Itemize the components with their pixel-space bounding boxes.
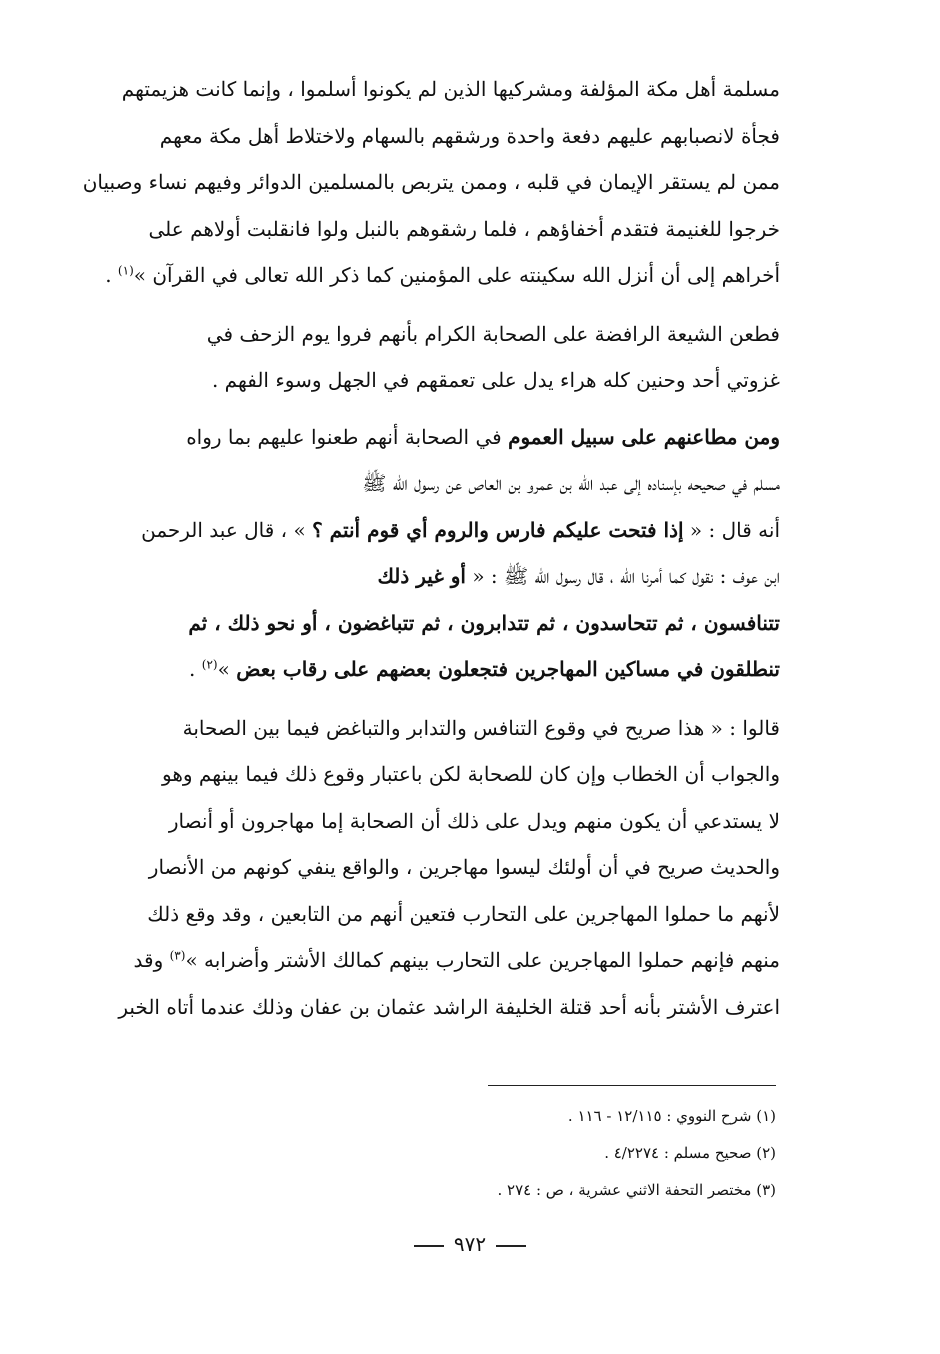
- bold-heading-phrase: ومن مطاعنهم على سبيل العموم: [508, 424, 780, 449]
- paragraph-2: [80, 311, 780, 404]
- text-line: والحديث صريح في أن أولئك ليسوا مهاجرين ، والواقع ينفي كونهم من الأنصار: [148, 855, 780, 879]
- page-number: [0, 1232, 940, 1256]
- text-line: [80, 252, 780, 299]
- text-segment: أنه قال : «: [683, 517, 780, 542]
- text-line: [80, 646, 780, 693]
- page-number-value: ٩٧٢: [453, 1232, 487, 1256]
- text-line: تتنافسون ، ثم تتحاسدون ، ثم تتدابرون ، ثم تتباغضون ، أو نحو ذلك ، ثم: [188, 610, 780, 635]
- footnote-3: (٣) مختصر التحفة الاثني عشرية ، ص : ٢٧٤ .: [497, 1181, 776, 1199]
- text-segment: أخراهم إلى أن أنزل الله سكينته على المؤمنين كما ذكر الله تعالى في القرآن »: [133, 263, 780, 287]
- text-line: [80, 937, 780, 984]
- paragraph-4: [80, 705, 780, 1031]
- text-line: خرجوا للغنيمة فتقدم أخفاؤهم ، فلما رشقوهم بالنبل ولوا فانقلبت أولاهم على: [148, 216, 780, 241]
- footnote-1: (١) شرح النووي : ١٢/١١٥ - ١١٦ .: [567, 1107, 776, 1125]
- footnote-2: (٢) صحيح مسلم : ٤/٢٢٧٤ .: [604, 1144, 776, 1162]
- text-line: [80, 414, 780, 461]
- paragraph-3: [80, 414, 780, 693]
- text-segment: .: [105, 263, 118, 287]
- page-number-dash: [496, 1245, 526, 1247]
- footnote-ref-3[interactable]: (٣): [169, 948, 186, 963]
- text-segment: وقد: [133, 948, 170, 972]
- hadith-quote: تنطلقون في مساكين المهاجرين فتجعلون بعضهم على رقاب بعض: [236, 657, 780, 681]
- text-segment: ابن عوف : نقول كما أمرنا الله ، قال رسول الله ﷺ : «: [465, 564, 780, 588]
- footnote-ref-1[interactable]: (١): [117, 263, 134, 278]
- text-line: مسلمة أهل مكة المؤلفة ومشركيها الذين لم يكونوا أسلموا ، وإنما كانت هزيمتهم: [121, 77, 780, 101]
- footnotes: [276, 1098, 776, 1209]
- text-line: فجأة لانصبابهم عليهم دفعة واحدة ورشقهم بالسهام ولاختلاط أهل مكة معهم: [159, 123, 780, 148]
- text-line: لا يستدعي أن يكون منهم ويدل على ذلك أن الصحابة إما مهاجرون أو أنصار: [168, 808, 780, 833]
- text-line: غزوتي أحد وحنين كله هراء يدل على تعمقهم في الجهل وسوء الفهم .: [211, 368, 780, 392]
- text-line: ممن لم يستقر الإيمان في قلبه ، وممن يتربص بالمسلمين الدوائر وفيهم نساء وصبيان: [82, 170, 780, 194]
- page-number-dash: [414, 1245, 444, 1247]
- page-body: [80, 66, 780, 1030]
- text-segment: .: [189, 657, 202, 681]
- text-line: فطعن الشيعة الرافضة على الصحابة الكرام بأنهم فروا يوم الزحف في: [206, 321, 780, 346]
- footnote-ref-2[interactable]: (٢): [201, 657, 218, 672]
- text-line: لأنهم ما حملوا المهاجرين على التحارب فتعين أنهم من التابعين ، وقد وقع ذلك: [147, 901, 780, 926]
- text-line: [80, 507, 780, 554]
- text-line: مسلم في صحيحه بإسناده إلى عبد الله بن عمرو بن العاص عن رسول الله ﷺ: [362, 471, 780, 495]
- text-line: والجواب أن الخطاب وإن كان للصحابة لكن باعتبار وقوع ذلك فيما بينهم وهو: [162, 762, 780, 786]
- hadith-quote: إذا فتحت عليكم فارس والروم أي قوم أنتم ؟: [312, 517, 684, 542]
- text-segment: منهم فإنهم حملوا المهاجرين على التحارب بينهم كمالك الأشتر وأضرابه »: [185, 948, 780, 972]
- footnote-divider: [488, 1085, 776, 1086]
- text-line: اعترف الأشتر بأنه أحد قتلة الخليفة الراشد عثمان بن عفان وذلك عندما أتاه الخبر: [118, 994, 780, 1019]
- paragraph-1: [80, 66, 780, 299]
- hadith-quote: أو غير ذلك: [377, 564, 466, 588]
- text-segment: في الصحابة أنهم طعنوا عليهم بما رواه: [186, 424, 509, 449]
- text-segment: » ، قال عبد الرحمن: [141, 517, 313, 542]
- text-line: [80, 553, 780, 600]
- text-line: قالوا : « هذا صريح في وقوع التنافس والتدابر والتباغض فيما بين الصحابة: [182, 715, 780, 740]
- text-segment: »: [217, 657, 237, 681]
